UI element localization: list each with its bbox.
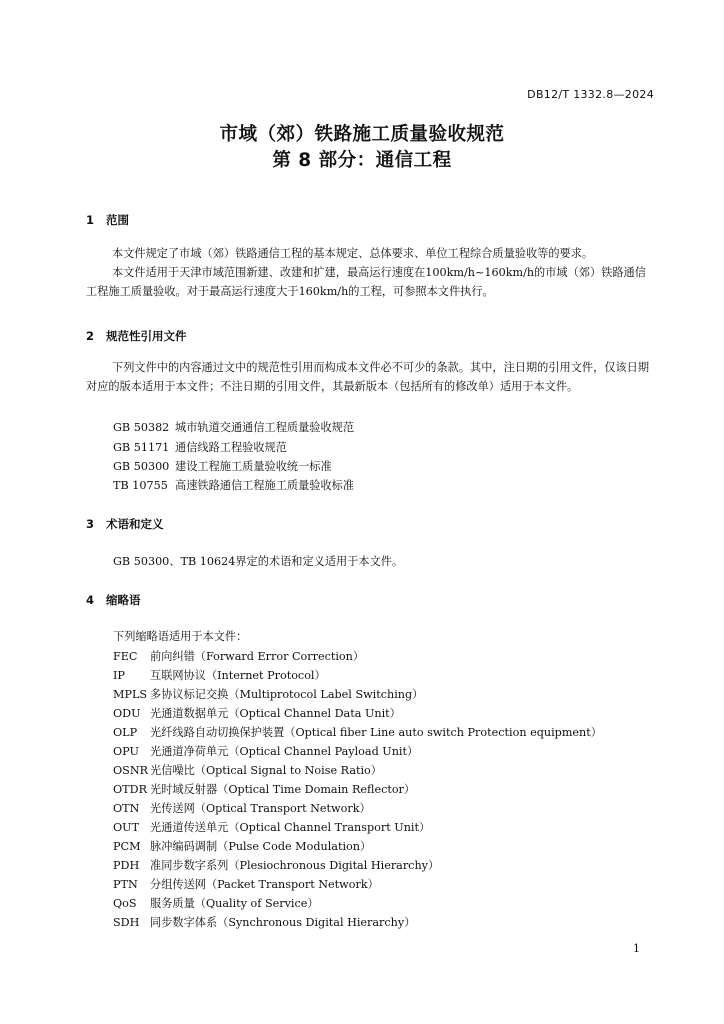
abbr-desc: 光通道净荷单元（Optical Channel Payload Unit） [150,745,419,758]
abbr-key: PTN [113,878,138,891]
abbreviation-item [113,857,439,873]
abbreviation-item [113,914,415,930]
abbr-key: IP [113,669,125,682]
section-title: 术语和定义 [106,517,164,531]
normative-ref [113,419,354,435]
abbr-desc: 脉冲编码调制（Pulse Code Modulation） [150,840,372,853]
abbr-desc: 互联网协议（Internet Protocol） [150,669,326,682]
section-number: 1 [86,213,95,227]
section-heading-1 [86,212,129,228]
scope-paragraph-1: 本文件规定了市域（郊）铁路通信工程的基本规定、总体要求、单位工程综合质量验收等的要求。 [112,247,594,260]
abbr-desc: 光信噪比（Optical Signal to Noise Ratio） [150,764,382,777]
abbr-desc: 光时域反射器（Optical Time Domain Reflector） [150,783,416,796]
abbr-key: PCM [113,840,141,853]
ref-title: 城市轨道交通通信工程质量验收规范 [175,421,355,434]
document-id: DB12/T 1332.8—2024 [527,88,654,101]
ref-title: 建设工程施工质量验收统一标准 [175,460,332,473]
abbr-desc: 光通道传送单元（Optical Channel Transport Unit） [150,821,431,834]
abbr-key: ODU [113,707,141,720]
abbreviation-item [113,819,430,835]
abbr-key: OUT [113,821,140,834]
abbr-key: SDH [113,916,140,929]
abbr-desc: 同步数字体系（Synchronous Digital Hierarchy） [150,916,416,929]
abbreviation-item [113,705,401,721]
abbreviation-item [113,781,415,797]
normative-ref [113,477,354,493]
section-number: 2 [86,329,95,343]
section-number: 3 [86,517,95,531]
abbreviation-item [113,876,379,892]
ref-code: GB 50300 [113,460,170,473]
section-title: 范围 [106,213,129,227]
ref-code: GB 51171 [113,441,170,454]
abbreviation-item [113,895,319,911]
normative-intro: 下列文件中的内容通过文中的规范性引用而构成本文件必不可少的条款。其中，注日期的引用文件，仅该日期对应的版本适用于本文件；不注日期的引用文件，其最新版本（包括所有的修改单）适用于本文件。 [86,361,650,394]
abbreviations-intro: 下列缩略语适用于本文件： [113,630,248,643]
ref-title: 高速铁路通信工程施工质量验收标准 [175,479,355,492]
abbr-desc: 准同步数字系列（Plesiochronous Digital Hierarchy） [150,859,440,872]
abbr-key: FEC [113,650,138,663]
normative-ref [113,458,332,474]
abbr-key: OPU [113,745,139,758]
abbr-key: OTDR [113,783,148,796]
ref-title: 通信线路工程验收规范 [175,441,287,454]
abbr-desc: 光传送网（Optical Transport Network） [150,802,371,815]
abbr-desc: 光纤线路自动切换保护装置（Optical fiber Line auto switch Protection equipment） [150,726,602,739]
abbreviation-item [113,724,602,740]
ref-code: GB 50382 [113,421,170,434]
abbr-key: PDH [113,859,140,872]
scope-paragraph-2: 本文件适用于天津市域范围新建、改建和扩建，最高运行速度在100km/h~160km/h的市域（郊）铁路通信工程施工质量验收。对于最高运行速度大于160km/h的工程，可参照本文件执行。 [86,266,646,299]
abbr-desc: 分组传送网（Packet Transport Network） [150,878,379,891]
abbreviation-item [113,648,364,664]
abbreviation-item [113,686,423,702]
section-heading-2 [86,328,187,344]
page-number: 1 [633,942,640,955]
section-heading-3 [86,516,164,532]
abbreviation-item [113,762,382,778]
abbr-desc: 前向纠错（Forward Error Correction） [150,650,365,663]
section-heading-4 [86,592,141,608]
abbreviation-item [113,800,371,816]
section-title: 规范性引用文件 [106,329,187,343]
abbr-desc: 服务质量（Quality of Service） [150,897,319,910]
section-number: 4 [86,593,95,607]
abbr-key: MPLS [113,688,148,701]
abbr-desc: 光通道数据单元（Optical Channel Data Unit） [150,707,401,720]
abbreviation-item [113,667,326,683]
terms-paragraph: GB 50300、TB 10624界定的术语和定义适用于本文件。 [113,555,404,568]
document-title: 市域（郊）铁路施工质量验收规范 [219,124,505,145]
section-title: 缩略语 [106,593,141,607]
abbr-key: OTN [113,802,140,815]
abbr-desc: 多协议标记交换（Multiprotocol Label Switching） [150,688,424,701]
document-subtitle: 第 8 部分：通信工程 [272,150,452,171]
abbreviation-item [113,838,371,854]
abbr-key: OLP [113,726,138,739]
abbr-key: QoS [113,897,137,910]
ref-code: TB 10755 [113,479,168,492]
normative-ref [113,439,287,455]
abbr-key: OSNR [113,764,149,777]
abbreviation-item [113,743,418,759]
